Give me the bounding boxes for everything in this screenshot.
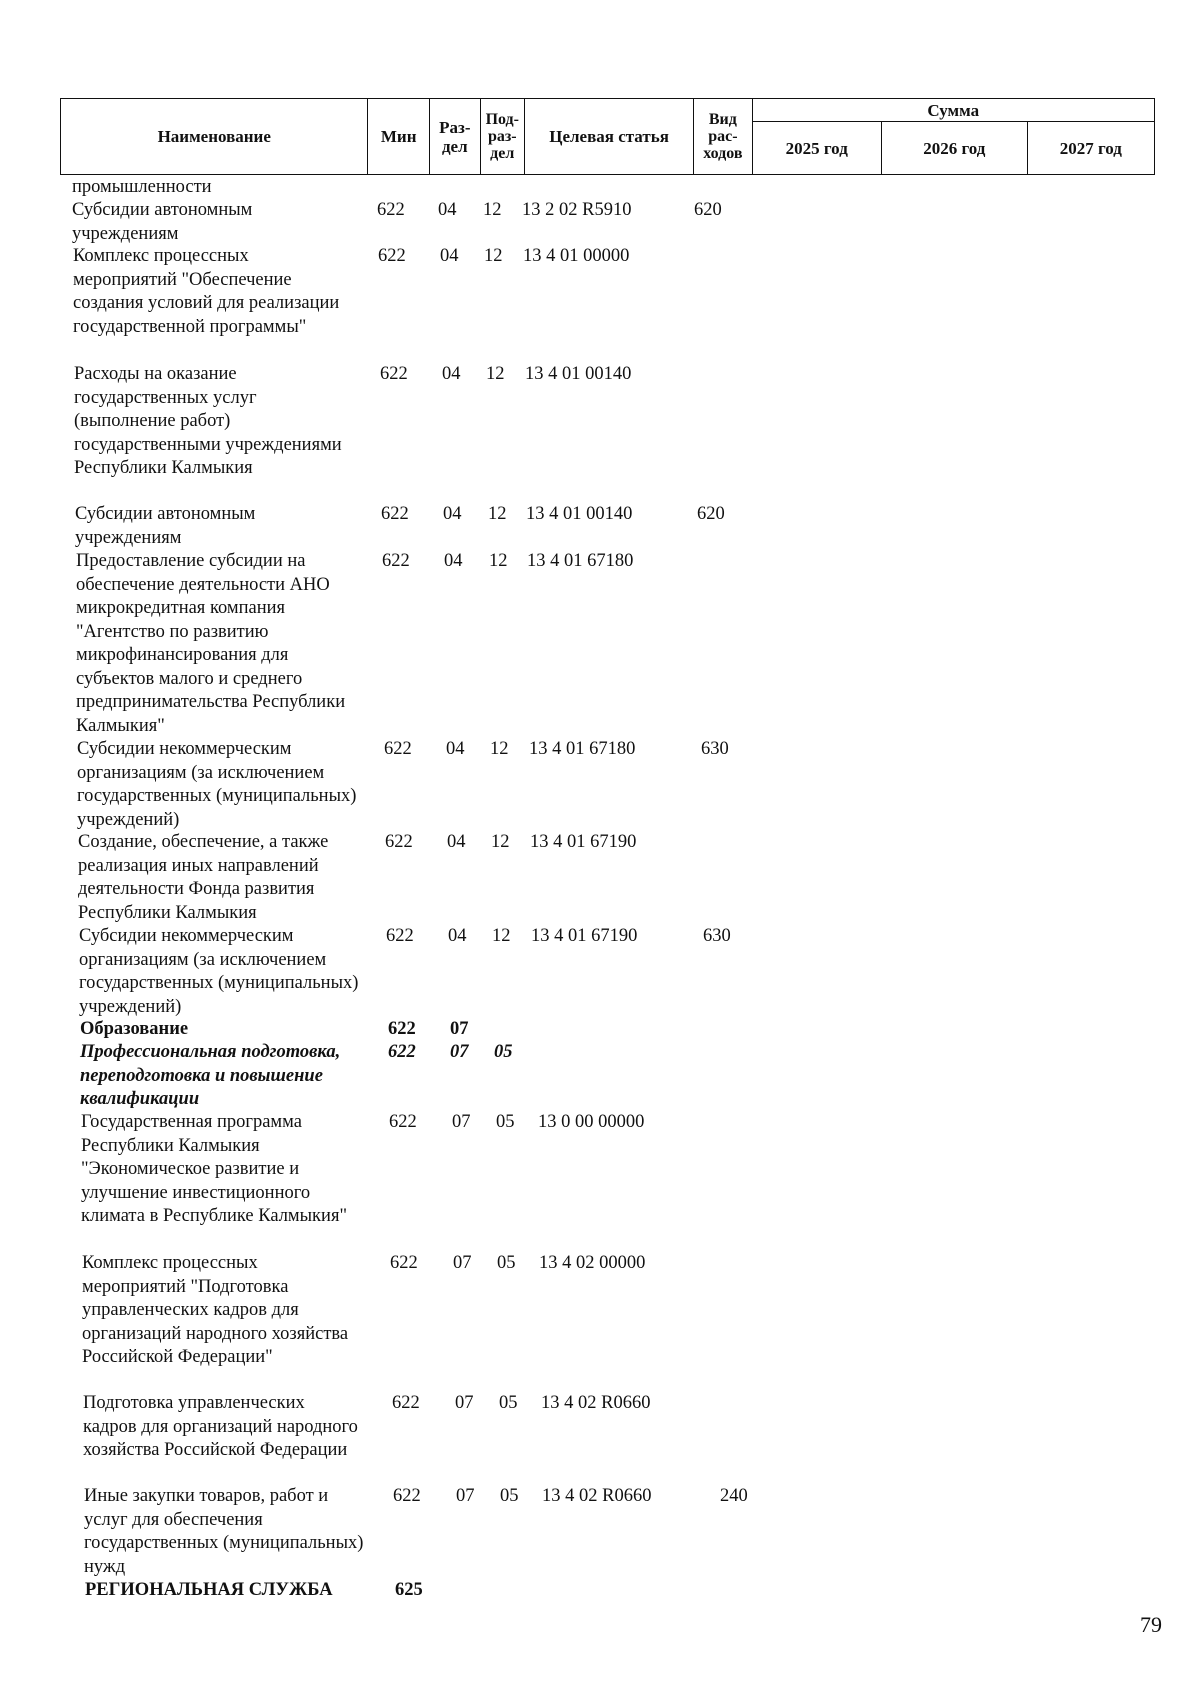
row-vid: 620 bbox=[697, 504, 725, 524]
row-name: Предоставление субсидии на обеспечение деятельности АНО микрокредитная компания "Агентство по развитию микрофинансирования для субъектов малого и среднего предпринимательства Республики Калмыкия" bbox=[76, 551, 346, 736]
row-name: Иные закупки товаров, работ и услуг для обеспечения государственных (муниципальных) нужд bbox=[84, 1486, 364, 1577]
row-razdel: 04 bbox=[447, 832, 466, 852]
header-vid: Вид рас-ходов bbox=[694, 99, 752, 175]
row-razdel: 07 bbox=[452, 1112, 471, 1132]
row-name: Комплекс процессных мероприятий "Подготовка управленческих кадров для организаций народного хозяйства Российской Федерации" bbox=[82, 1253, 349, 1367]
row-name: Образование bbox=[80, 1019, 189, 1039]
row-min: 622 bbox=[386, 926, 414, 946]
row-podrazdel: 05 bbox=[497, 1253, 516, 1273]
row-article: 13 4 02 00000 bbox=[539, 1253, 646, 1273]
row-razdel: 07 bbox=[456, 1486, 475, 1506]
row-razdel: 04 bbox=[443, 504, 462, 524]
header-year-2026: 2026 год bbox=[881, 122, 1027, 175]
row-article: 13 4 02 R0660 bbox=[542, 1486, 652, 1506]
row-podrazdel: 12 bbox=[484, 246, 503, 266]
row-article: 13 4 01 67190 bbox=[531, 926, 638, 946]
row-razdel: 04 bbox=[440, 246, 459, 266]
row-podrazdel: 12 bbox=[491, 832, 510, 852]
row-podrazdel: 12 bbox=[490, 739, 509, 759]
row-name: Государственная программа Республики Калмыкия "Экономическое развитие и улучшение инвестиционного климата в Республике Калмыкия" bbox=[81, 1112, 348, 1226]
row-min: 622 bbox=[390, 1253, 418, 1273]
row-vid: 240 bbox=[720, 1486, 748, 1506]
row-podrazdel: 12 bbox=[486, 364, 505, 384]
row-razdel: 04 bbox=[442, 364, 461, 384]
row-name: Расходы на оказание государственных услуг (выполнение работ) государственными учреждениями Республики Калмыкия bbox=[74, 364, 342, 478]
row-razdel: 04 bbox=[444, 551, 463, 571]
row-min: 622 bbox=[388, 1042, 416, 1062]
row-podrazdel: 12 bbox=[492, 926, 511, 946]
row-razdel: 07 bbox=[453, 1253, 472, 1273]
row-vid: 620 bbox=[694, 200, 722, 220]
header-podrazdel: Под-раз-дел bbox=[480, 99, 524, 175]
row-razdel: 04 bbox=[448, 926, 467, 946]
row-razdel: 07 bbox=[450, 1042, 469, 1062]
row-min: 622 bbox=[388, 1019, 416, 1039]
row-razdel: 07 bbox=[450, 1019, 469, 1039]
page-number: 79 bbox=[1140, 1612, 1162, 1637]
row-podrazdel: 12 bbox=[489, 551, 508, 571]
header-min: Мин bbox=[368, 99, 429, 175]
row-article: 13 4 01 00000 bbox=[523, 246, 630, 266]
row-name: Комплекс процессных мероприятий "Обеспечение создания условий для реализации государственной программы" bbox=[73, 246, 340, 337]
row-min: 622 bbox=[382, 551, 410, 571]
row-article: 13 4 01 67180 bbox=[527, 551, 634, 571]
row-article: 13 4 01 67180 bbox=[529, 739, 636, 759]
row-min: 622 bbox=[378, 246, 406, 266]
row-name: Подготовка управленческих кадров для организаций народного хозяйства Российской Федерации bbox=[83, 1393, 358, 1460]
row-min: 622 bbox=[384, 739, 412, 759]
header-razdel: Раз-дел bbox=[429, 99, 480, 175]
row-article: 13 4 01 00140 bbox=[525, 364, 632, 384]
row-podrazdel: 05 bbox=[494, 1042, 513, 1062]
row-podrazdel: 05 bbox=[500, 1486, 519, 1506]
row-name: Субсидии автономным учреждениям bbox=[75, 504, 256, 548]
row-name: РЕГИОНАЛЬНАЯ СЛУЖБА bbox=[85, 1580, 333, 1600]
row-podrazdel: 12 bbox=[488, 504, 507, 524]
row-article: 13 2 02 R5910 bbox=[522, 200, 632, 220]
header-article: Целевая статья bbox=[524, 99, 693, 175]
row-podrazdel: 12 bbox=[483, 200, 502, 220]
header-sum: Сумма bbox=[752, 99, 1155, 122]
row-podrazdel: 05 bbox=[496, 1112, 515, 1132]
row-razdel: 04 bbox=[446, 739, 465, 759]
row-vid: 630 bbox=[703, 926, 731, 946]
row-article: 13 4 01 67190 bbox=[530, 832, 637, 852]
row-article: 13 0 00 00000 bbox=[538, 1112, 645, 1132]
row-min: 622 bbox=[392, 1393, 420, 1413]
header-year-2025: 2025 год bbox=[752, 122, 881, 175]
row-min: 622 bbox=[377, 200, 405, 220]
row-min: 622 bbox=[385, 832, 413, 852]
row-min: 622 bbox=[380, 364, 408, 384]
row-min: 622 bbox=[381, 504, 409, 524]
row-min: 622 bbox=[389, 1112, 417, 1132]
row-name: Субсидии некоммерческим организациям (за исключением государственных (муниципальных) учреждений) bbox=[79, 926, 359, 1017]
row-name: Профессиональная подготовка, переподготовка и повышение квалификации bbox=[80, 1042, 341, 1109]
row-article: 13 4 01 00140 bbox=[526, 504, 633, 524]
row-min: 622 bbox=[393, 1486, 421, 1506]
row-article: 13 4 02 R0660 bbox=[541, 1393, 651, 1413]
row-name: промышленности bbox=[72, 177, 212, 197]
row-podrazdel: 05 bbox=[499, 1393, 518, 1413]
row-razdel: 07 bbox=[455, 1393, 474, 1413]
header-name: Наименование bbox=[61, 99, 368, 175]
row-name: Субсидии некоммерческим организациям (за исключением государственных (муниципальных) учреждений) bbox=[77, 739, 357, 830]
row-name: Создание, обеспечение, а также реализация иных направлений деятельности Фонда развития Республики Калмыкия bbox=[78, 832, 329, 923]
header-year-2027: 2027 год bbox=[1027, 122, 1154, 175]
row-name: Субсидии автономным учреждениям bbox=[72, 200, 253, 244]
row-min: 625 bbox=[395, 1580, 423, 1600]
row-vid: 630 bbox=[701, 739, 729, 759]
row-razdel: 04 bbox=[438, 200, 457, 220]
